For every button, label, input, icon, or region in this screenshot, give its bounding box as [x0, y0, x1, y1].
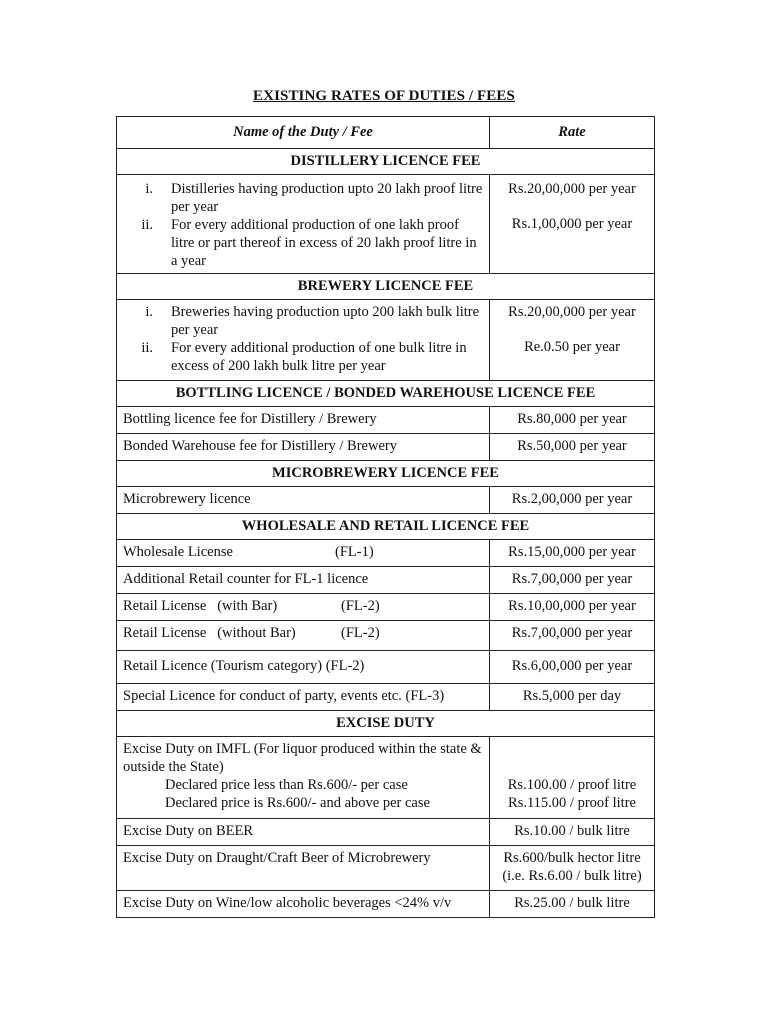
section-excise-duty: [117, 711, 655, 737]
rate-value: (i.e. Rs.6.00 / bulk litre): [502, 868, 642, 884]
document-title: EXISTING RATES OF DUTIES / FEES: [253, 88, 515, 104]
rate-value: Rs.100.00 / proof litre: [507, 777, 637, 793]
rate-value: Rs.1,00,000 per year: [511, 216, 633, 232]
table-row: Wholesale License (FL-1) Rs.15,00,000 per year: [117, 540, 655, 567]
table-row: Bottling licence fee for Distillery / Brewery Rs.80,000 per year: [117, 407, 655, 434]
duties-fees-table: [116, 116, 655, 918]
section-wholesale-retail: [117, 514, 655, 540]
table-row: [117, 737, 655, 819]
table-row: Additional Retail counter for FL-1 licence Rs.7,00,000 per year: [117, 567, 655, 594]
section-bottling: [117, 381, 655, 407]
table-row: [117, 175, 655, 274]
section-heading: EXCISE DUTY: [117, 711, 655, 737]
table-row: Retail License (without Bar) (FL-2) Rs.7,00,000 per year: [117, 621, 655, 651]
section-heading: BREWERY LICENCE FEE: [117, 274, 655, 300]
header-name: Name of the Duty / Fee: [117, 117, 490, 149]
rate-value: Rs.20,00,000 per year: [508, 304, 636, 320]
section-heading: MICROBREWERY LICENCE FEE: [117, 461, 655, 487]
rate-value: Rs.115.00 / proof litre: [508, 795, 636, 811]
list-item: ii. For every additional production of one lakh proof litre or part thereof in excess of 20 lakh proof litre in a year: [141, 217, 477, 269]
list-item: ii. For every additional production of one bulk litre in excess of 200 lakh bulk litre per year: [141, 340, 467, 374]
list-item: i. Distilleries having production upto 20 lakh proof litre per year: [145, 181, 483, 215]
list-item: i. Breweries having production upto 200 lakh bulk litre per year: [145, 304, 480, 338]
section-distillery: [117, 149, 655, 175]
section-heading: WHOLESALE AND RETAIL LICENCE FEE: [117, 514, 655, 540]
section-heading: BOTTLING LICENCE / BONDED WAREHOUSE LICENCE FEE: [117, 381, 655, 407]
section-heading: DISTILLERY LICENCE FEE: [117, 149, 655, 175]
table-row: Retail License (with Bar) (FL-2) Rs.10,00,000 per year: [117, 594, 655, 621]
table-row: Excise Duty on BEER Rs.10.00 / bulk litre: [117, 819, 655, 846]
table-row: Microbrewery licence Rs.2,00,000 per year: [117, 487, 655, 514]
license-code: (FL-1): [335, 544, 374, 560]
table-row: Special Licence for conduct of party, events etc. (FL-3) Rs.5,000 per day: [117, 684, 655, 711]
imfl-description: Excise Duty on IMFL (For liquor produced within the state & outside the State): [123, 741, 482, 775]
table-row: [117, 300, 655, 381]
license-code: (FL-2): [341, 625, 380, 641]
license-name: Wholesale License: [123, 544, 233, 560]
table-row: Excise Duty on Wine/low alcoholic beverages <24% v/v Rs.25.00 / bulk litre: [117, 891, 655, 918]
section-microbrewery: [117, 461, 655, 487]
imfl-condition: Declared price is Rs.600/- and above per case: [165, 795, 430, 811]
table-header-row: [117, 117, 655, 149]
rate-value: Re.0.50 per year: [524, 339, 620, 355]
license-name: Retail License (with Bar): [123, 598, 278, 614]
rate-value: Rs.20,00,000 per year: [508, 181, 636, 197]
license-code: (FL-2): [341, 598, 380, 614]
license-name: Retail License (without Bar): [123, 625, 296, 641]
table-row: Bonded Warehouse fee for Distillery / Brewery Rs.50,000 per year: [117, 434, 655, 461]
header-rate: Rate: [490, 117, 655, 149]
table-row: Excise Duty on Draught/Craft Beer of Microbrewery Rs.600/bulk hector litre (i.e. Rs.6.00 / bulk litre): [117, 846, 655, 891]
table-row: Retail Licence (Tourism category) (FL-2) Rs.6,00,000 per year: [117, 651, 655, 684]
rate-value: Rs.600/bulk hector litre: [503, 850, 641, 866]
section-brewery: [117, 274, 655, 300]
imfl-condition: Declared price less than Rs.600/- per case: [165, 777, 408, 793]
